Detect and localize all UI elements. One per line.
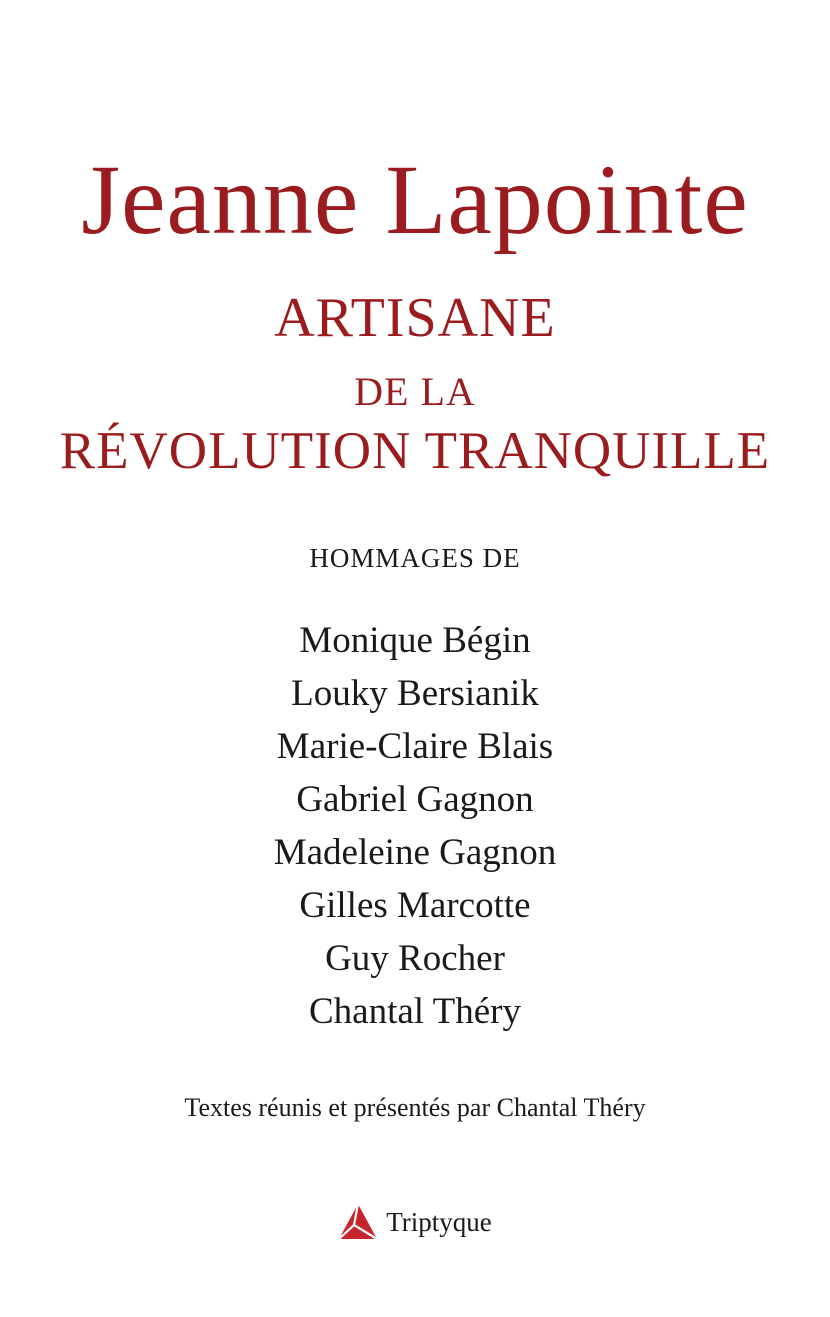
subtitle-line-2: DE LA [354, 369, 476, 414]
triptyque-triangle-logo-icon [338, 1203, 378, 1241]
contributor-name: Madeleine Gagnon [273, 832, 557, 873]
author-name: Jeanne Lapointe [81, 144, 749, 255]
contributor-name: Marie-Claire Blais [276, 726, 554, 767]
subtitle-line-3: RÉVOLUTION TRANQUILLE [59, 422, 771, 480]
publisher-name: Triptyque [386, 1207, 492, 1237]
contributor-name: Gabriel Gagnon [296, 779, 534, 820]
contributor-name: Guy Rocher [325, 938, 505, 979]
publisher-mark [0, 1200, 830, 1244]
contributor-name: Monique Bégin [299, 620, 531, 661]
hommages-heading: HOMMAGES DE [309, 543, 521, 573]
contributor-name: Louky Bersianik [291, 673, 539, 714]
contributor-name: Chantal Théry [308, 991, 521, 1032]
contributor-name: Gilles Marcotte [299, 885, 531, 926]
contributors-list [0, 614, 830, 1038]
subtitle-line-1: ARTISANE [274, 287, 556, 349]
credits-line: Textes réunis et présentés par Chantal Théry [184, 1093, 646, 1122]
